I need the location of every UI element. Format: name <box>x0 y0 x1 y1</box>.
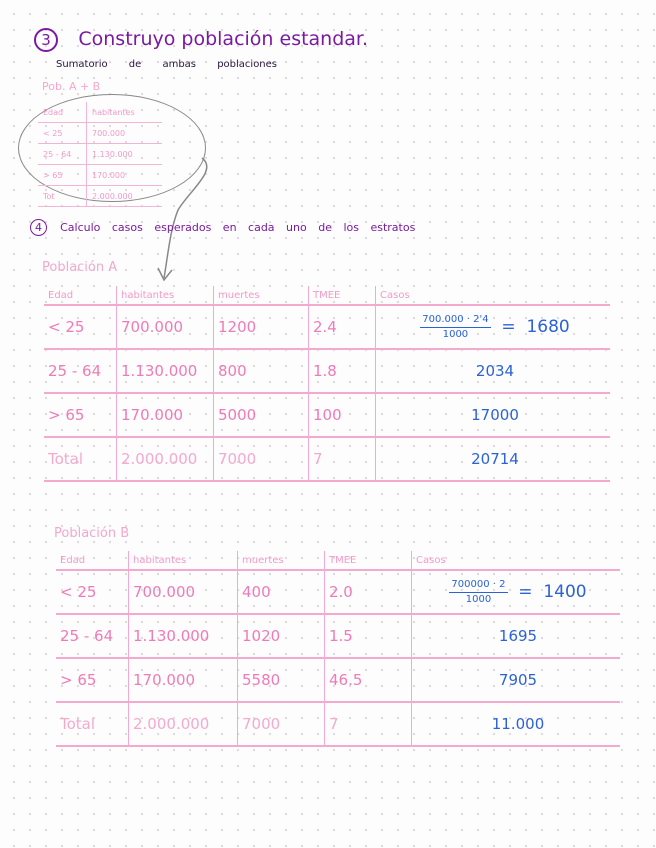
table-b-label: Población B <box>54 526 130 541</box>
summary-cell: 25 - 64 <box>38 144 87 165</box>
cell-muertes: 1020 <box>238 614 325 658</box>
fraction-denominator: 1000 <box>465 593 492 605</box>
cell-edad: > 65 <box>56 658 129 702</box>
cell-muertes: 5580 <box>238 658 325 702</box>
header-casos: Casos <box>376 286 611 305</box>
table-row <box>56 614 620 658</box>
cell-habitantes: 170.000 <box>117 393 214 437</box>
cell-tmee: 2.4 <box>309 305 376 349</box>
header-habitantes: habitantes <box>117 286 214 305</box>
table-row-total <box>44 437 610 481</box>
header-edad: Edad <box>56 551 129 570</box>
header-edad: Edad <box>44 286 117 305</box>
cell-casos <box>412 570 621 614</box>
summary-cell: 700.000 <box>87 123 163 144</box>
summary-header-cell: habitantes <box>87 102 163 123</box>
cell-muertes: 7000 <box>238 702 325 746</box>
header-tmee: TMEE <box>309 286 376 305</box>
step3-subtitle: Sumatorio de ambas poblaciones <box>56 59 278 70</box>
cell-tmee: 7 <box>325 702 412 746</box>
cell-habitantes: 700.000 <box>117 305 214 349</box>
result-value: 1680 <box>526 317 570 337</box>
summary-cell: < 25 <box>38 123 87 144</box>
step4-heading <box>30 216 415 236</box>
equals-sign: = <box>501 317 516 337</box>
cell-casos: 7905 <box>412 658 621 702</box>
header-muertes: muertes <box>214 286 309 305</box>
header-habitantes: habitantes <box>129 551 238 570</box>
table-b <box>56 551 620 747</box>
cell-tmee: 100 <box>309 393 376 437</box>
cell-habitantes: 170.000 <box>129 658 238 702</box>
table-row-total <box>56 702 620 746</box>
table-row <box>44 349 610 393</box>
summary-cell: > 65 <box>38 165 87 186</box>
cell-tmee: 1.8 <box>309 349 376 393</box>
fraction <box>420 313 490 342</box>
cell-casos <box>376 305 611 349</box>
summary-cell: Tot <box>38 186 87 207</box>
table-a-label: Población A <box>42 260 118 275</box>
table-row <box>56 570 620 614</box>
table-row <box>56 658 620 702</box>
summary-cell: 1.130.000 <box>87 144 163 165</box>
cell-muertes: 400 <box>238 570 325 614</box>
cell-casos: 17000 <box>376 393 611 437</box>
cell-tmee: 7 <box>309 437 376 481</box>
cell-muertes: 800 <box>214 349 309 393</box>
table-b-header <box>56 551 620 570</box>
step3-number: 3 <box>34 28 58 52</box>
cell-habitantes: 2.000.000 <box>129 702 238 746</box>
cell-muertes: 1200 <box>214 305 309 349</box>
fraction <box>449 578 507 607</box>
cell-casos: 1695 <box>412 614 621 658</box>
fraction-numerator: 700000 · 2 <box>449 578 507 593</box>
cell-edad: < 25 <box>44 305 117 349</box>
summary-header-row <box>38 102 162 123</box>
cell-tmee: 1.5 <box>325 614 412 658</box>
step4-number: 4 <box>30 219 47 236</box>
cell-edad: Total <box>56 702 129 746</box>
table-a-header <box>44 286 610 305</box>
step4-title: Calculo casos esperados en cada uno de los estratos <box>60 221 416 234</box>
cell-habitantes: 2.000.000 <box>117 437 214 481</box>
summary-row <box>38 165 162 186</box>
equals-sign: = <box>518 582 533 602</box>
summary-row <box>38 123 162 144</box>
cell-habitantes: 700.000 <box>129 570 238 614</box>
fraction-numerator: 700.000 · 2'4 <box>420 313 490 328</box>
summary-cell: 170.000 <box>87 165 163 186</box>
step3-title: Construyo población estandar. <box>78 28 369 50</box>
result-value: 1400 <box>543 582 587 602</box>
summary-row <box>38 144 162 165</box>
cell-casos: 2034 <box>376 349 611 393</box>
step3-heading <box>34 26 368 52</box>
header-muertes: muertes <box>238 551 325 570</box>
table-row <box>44 305 610 349</box>
summary-header-cell: Edad <box>38 102 87 123</box>
cell-edad: < 25 <box>56 570 129 614</box>
cell-edad: 25 - 64 <box>56 614 129 658</box>
cell-casos: 20714 <box>376 437 611 481</box>
header-casos: Casos <box>412 551 621 570</box>
cell-edad: > 65 <box>44 393 117 437</box>
cell-edad: 25 - 64 <box>44 349 117 393</box>
cell-muertes: 7000 <box>214 437 309 481</box>
summary-row <box>38 186 162 207</box>
cell-casos: 11.000 <box>412 702 621 746</box>
summary-table <box>38 102 162 207</box>
cell-muertes: 5000 <box>214 393 309 437</box>
cell-habitantes: 1.130.000 <box>129 614 238 658</box>
header-tmee: TMEE <box>325 551 412 570</box>
table-a <box>44 286 610 482</box>
cell-tmee: 46.5 <box>325 658 412 702</box>
fraction-denominator: 1000 <box>442 328 469 340</box>
summary-cell: 2.000.000 <box>87 186 163 207</box>
table-row <box>44 393 610 437</box>
pob-ab-label: Pob. A + B <box>42 80 101 93</box>
cell-tmee: 2.0 <box>325 570 412 614</box>
cell-habitantes: 1.130.000 <box>117 349 214 393</box>
cell-edad: Total <box>44 437 117 481</box>
